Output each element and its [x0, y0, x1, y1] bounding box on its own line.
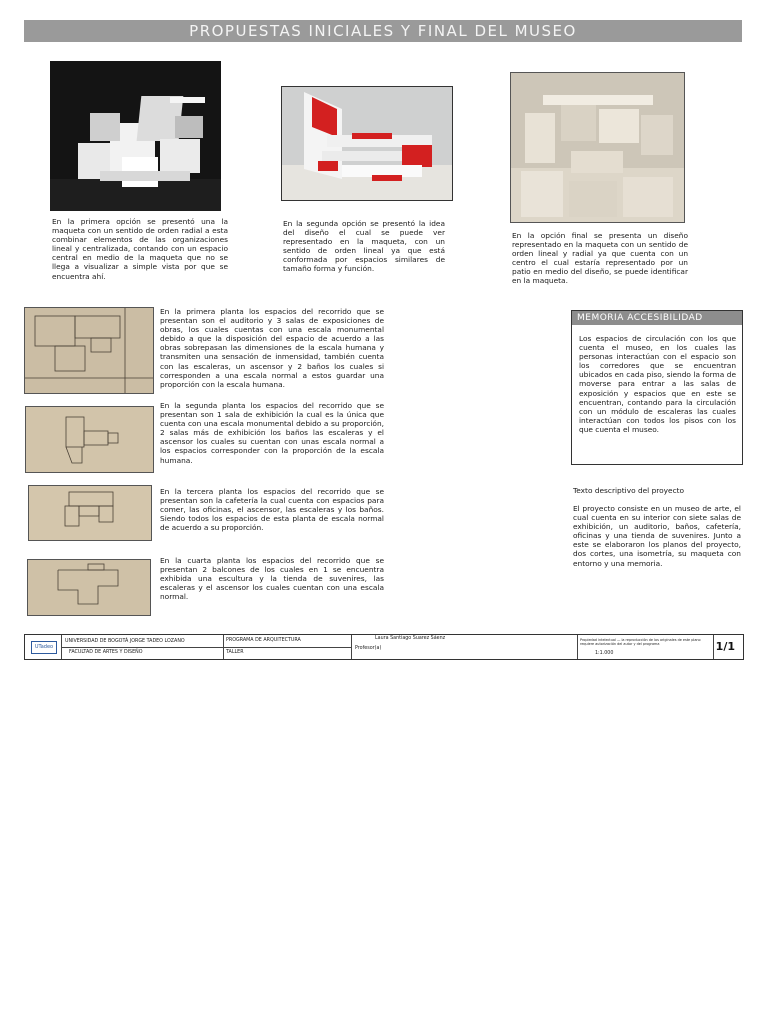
- floor-plan-third: [28, 485, 152, 541]
- description-body: El proyecto consiste en un museo de arte, el cual cuenta en su interior con siete salas de exhibición, un auditorio, baños, cafetería, oficinas y una tienda de suvenires. Junto a este se elaboraron los planos del proyecto, dos cortes, una isometría, su maqueta con entorno y una memoria.: [573, 504, 741, 568]
- student-name: Laura Santiago Suarez Sáenz: [375, 636, 446, 641]
- model-photo-second: [281, 86, 453, 201]
- floor-plan-second: [25, 406, 154, 473]
- copyright-note: Propiedad intelectual — la reproducción de los originales de este plano requiere autorización del autor y del programa: [580, 638, 701, 646]
- faculty-name: FACULTAD DE ARTES Y DISEÑO: [69, 650, 143, 655]
- proposal-second-text: En la segunda opción se presentó la idea del diseño el cual se puede ver representado en la maqueta, con un sentido de orden lineal ya que está conformada por espacios similares de tamaño forma y función.: [283, 219, 445, 274]
- proposal-final-text: En la opción final se presenta un diseño representado en la maqueta con un sentido de orden lineal y radial ya que cuenta con un centro el cual estaría representado por un patio en medio del diseño, se puede identificar en la maqueta.: [512, 231, 688, 286]
- page-title: PROPUESTAS INICIALES Y FINAL DEL MUSEO: [189, 22, 577, 40]
- model-photo-first: [50, 61, 221, 211]
- proposal-first-text: En la primera opción se presentó una la maqueta con un sentido de orden radial a esta combinar elementos de las organizaciones lineal y centralizada, contando con un espacio central en medio de la maqueta que no se llega a visualizar a simple vista por que se encuentra ahí.: [52, 217, 228, 281]
- title-bar: [24, 20, 742, 42]
- memoria-heading: MEMORIA ACCESIBILIDAD: [572, 311, 742, 325]
- floor-plan-first: [24, 307, 154, 394]
- memoria-body: Los espacios de circulación con los que cuenta el museo, en los cuales las personas interactúan con el espacio son los corredores que se encuentran ubicados en cada piso, siendo la forma de moverse para entrar a las salas de exposición y espacios que en este se encuentran, contando para la circulación con un módulo de escaleras las cuales interactúan con todos los pisos con los que cuenta el museo.: [579, 334, 736, 434]
- professor-label: Profesor(a): [355, 646, 382, 651]
- scale-label: 1:1.000: [595, 651, 614, 656]
- university-name: UNIVERSIDAD DE BOGOTÁ JORGE TADEO LOZANO: [65, 639, 185, 644]
- floor-plan-fourth: [27, 559, 151, 616]
- page-number: 1/1: [715, 640, 735, 653]
- floor-fourth-text: En la cuarta planta los espacios del recorrido que se presentan 2 balcones de los cuales en 1 se encuentra exhibida una escultura y la tienda de suvenires, las escaleras y el ascensor los cuales cuentan con una escala normal.: [160, 556, 384, 602]
- floor-first-text: En la primera planta los espacios del recorrido que se presentan son el auditorio y 3 salas de exposiciones de obras, los cuales cuentas con una escala monumental debido a que la disposición del espacio de acuerdo a las obras sobrepasan las dimensiones de la escala humana y transmiten una sensación de inmensidad, también cuenta con las escaleras, un ascensor y 2 baños los cuales si corresponden a una escala normal a estos guardar una proporción con la escala humana.: [160, 307, 384, 389]
- memoria-accesibilidad-box: [571, 310, 743, 465]
- floor-second-text: En la segunda planta los espacios del recorrido que se presentan son 1 sala de exhibición la cual es la única que cuenta con una escala monumental debido a su proporción, 2 salas más de exhibición los baños las escaleras y el ascensor los cuales su cuentan con unas escala normal a los espacios corresponder con la proporción de la escala humana.: [160, 401, 384, 465]
- course-name: TALLER: [226, 650, 244, 655]
- title-block: [24, 634, 744, 660]
- floor-third-text: En la tercera planta los espacios del recorrido que se presentan son la cafetería la cual cuenta con espacios para comer, las oficinas, el ascensor, las escaleras y los baños. Siendo todos los espacios de esta planta de escala normal de acuerdo a su proporción.: [160, 487, 384, 533]
- description-heading: Texto descriptivo del proyecto: [573, 486, 685, 495]
- model-photo-final: [510, 72, 685, 223]
- university-logo: UTadeo: [31, 641, 57, 654]
- program-name: PROGRAMA DE ARQUITECTURA: [226, 638, 301, 643]
